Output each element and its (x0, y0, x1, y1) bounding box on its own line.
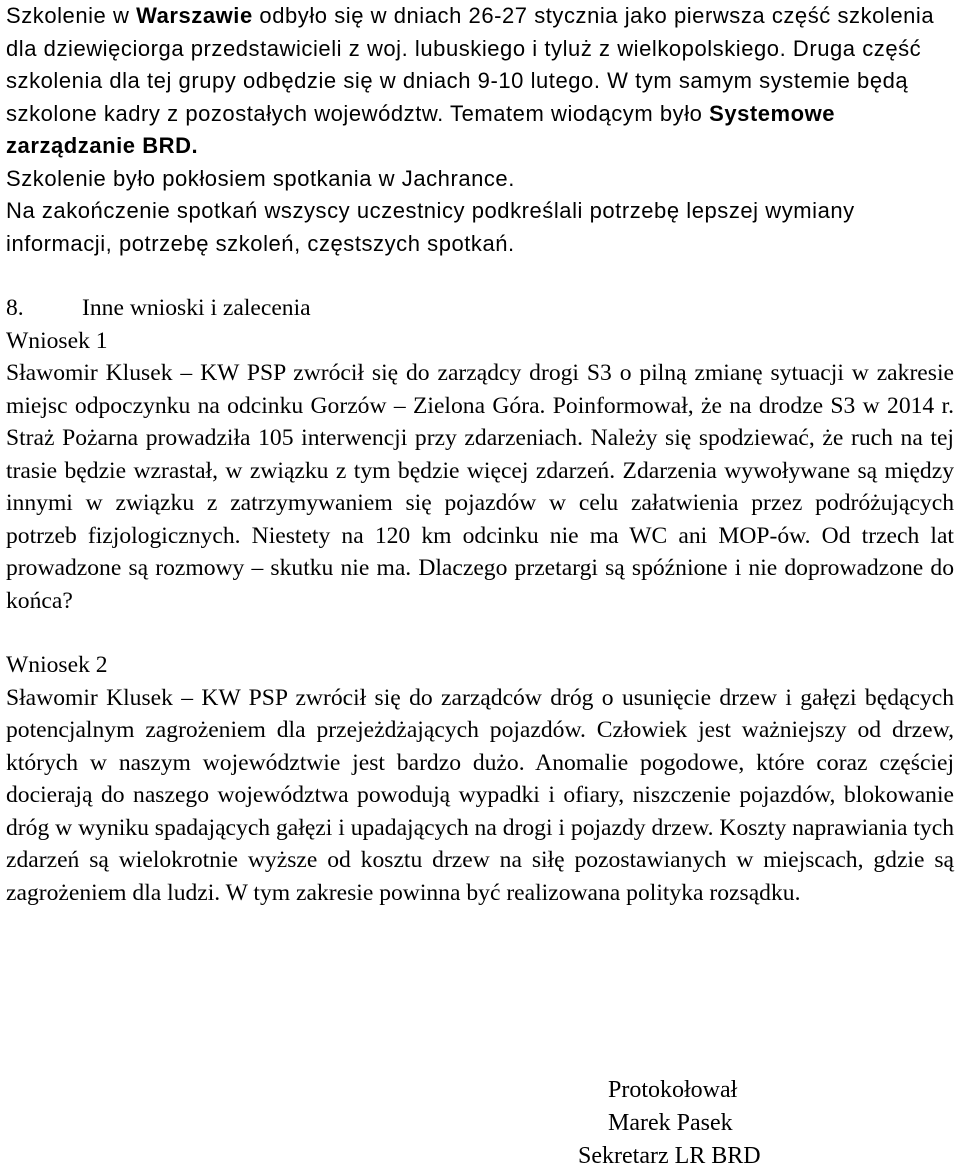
signature-role: Protokołował (608, 1077, 738, 1103)
intro-bold-warszawa: Warszawie (136, 3, 253, 28)
wniosek-2-heading: Wniosek 2 (6, 652, 108, 678)
wniosek-2-text: zwrócił się do zarządców dróg o usunięcie drzew i gałęzi będących potencjalnym zagrożeniem dla przejeżdżających pojazdów. Człowiek jest ważniejszy od drzew, których w naszym województwie jest bardzo dużo. Anomalie pogodowe, które coraz częściej docierają do naszego województwa powodują wypadki i ofiary, niszczenie pojazdów, blokowanie dróg w wyniku spadających gałęzi i upadających na drogi i pojazdy drzew. Koszty naprawiania tych zdarzeń są wielokrotnie wyższe od kosztu drzew na siłę pozostawianych w miejscach, gdzie są zagrożeniem dla ludzi. W tym zakresie powinna być realizowana polityka rozsądku. (6, 684, 954, 906)
section-8-title: Inne wnioski i zalecenia (82, 295, 311, 321)
section-8-heading (6, 292, 954, 325)
wniosek-1-paragraph (6, 357, 954, 617)
intro-section (6, 0, 954, 260)
wniosek-1-text: zwrócił się do zarządcy drogi S3 o pilną zmianę sytuacji w zakresie miejsc odpoczynku na odcinku Gorzów – Zielona Góra. Poinformował, że na drodze S3 w 2014 r. Straż Pożarna prowadziła 105 interwencji przy zdarzeniach. Należy się spodziewać, że ruch na tej trasie będzie wzrastał, w związku z tym będzie więcej zdarzeń. Zdarzenia wywoływane są między innymi w związku z zatrzymywaniem się pojazdów w celu załatwienia przez podróżujących potrzeb fizjologicznych. Niestety na 120 km odcinku nie ma WC ani MOP-ów. Od trzech lat prowadzone są rozmowy – skutku nie ma. Dlaczego przetargi są spóźnione i nie doprowadzone do końca? (6, 360, 954, 614)
wniosek-1-speaker: Sławomir Klusek – KW PSP (6, 360, 286, 386)
signature-title: Sekretarz LR BRD (578, 1143, 761, 1169)
signature-name: Marek Pasek (608, 1110, 733, 1136)
section-8-number: 8. (6, 295, 24, 321)
intro-text-middle: odbyło się w dniach 26-27 stycznia jako pierwsza część szkolenia dla dziewięciorga przedstawicieli z woj. lubuskiego i tyluż z wielkopolskiego. Druga część szkolenia dla tej grupy odbędzie się w dniach 9-10 lutego. W tym samym systemie będą szkolone kadry z pozostałych województw. Tematem wiodącym było (6, 3, 935, 126)
wniosek-2-paragraph (6, 682, 954, 910)
signature-block (578, 1074, 761, 1173)
wniosek-1-heading: Wniosek 1 (6, 327, 108, 354)
section-8 (6, 292, 954, 909)
intro-text-start: Szkolenie w (6, 3, 137, 28)
intro-paragraph-3: Na zakończenie spotkań wszyscy uczestnicy podkreślali potrzebę lepszej wymiany informacji, potrzebę szkoleń, częstszych spotkań. (6, 198, 855, 256)
intro-bold-topic: Systemowe zarządzanie BRD. (6, 100, 836, 158)
wniosek-2-speaker: Sławomir Klusek – KW PSP (6, 684, 288, 711)
intro-paragraph-1 (6, 0, 954, 163)
intro-paragraph-2: Szkolenie było pokłosiem spotkania w Jachrance. (6, 165, 515, 191)
document-page (6, 0, 954, 909)
